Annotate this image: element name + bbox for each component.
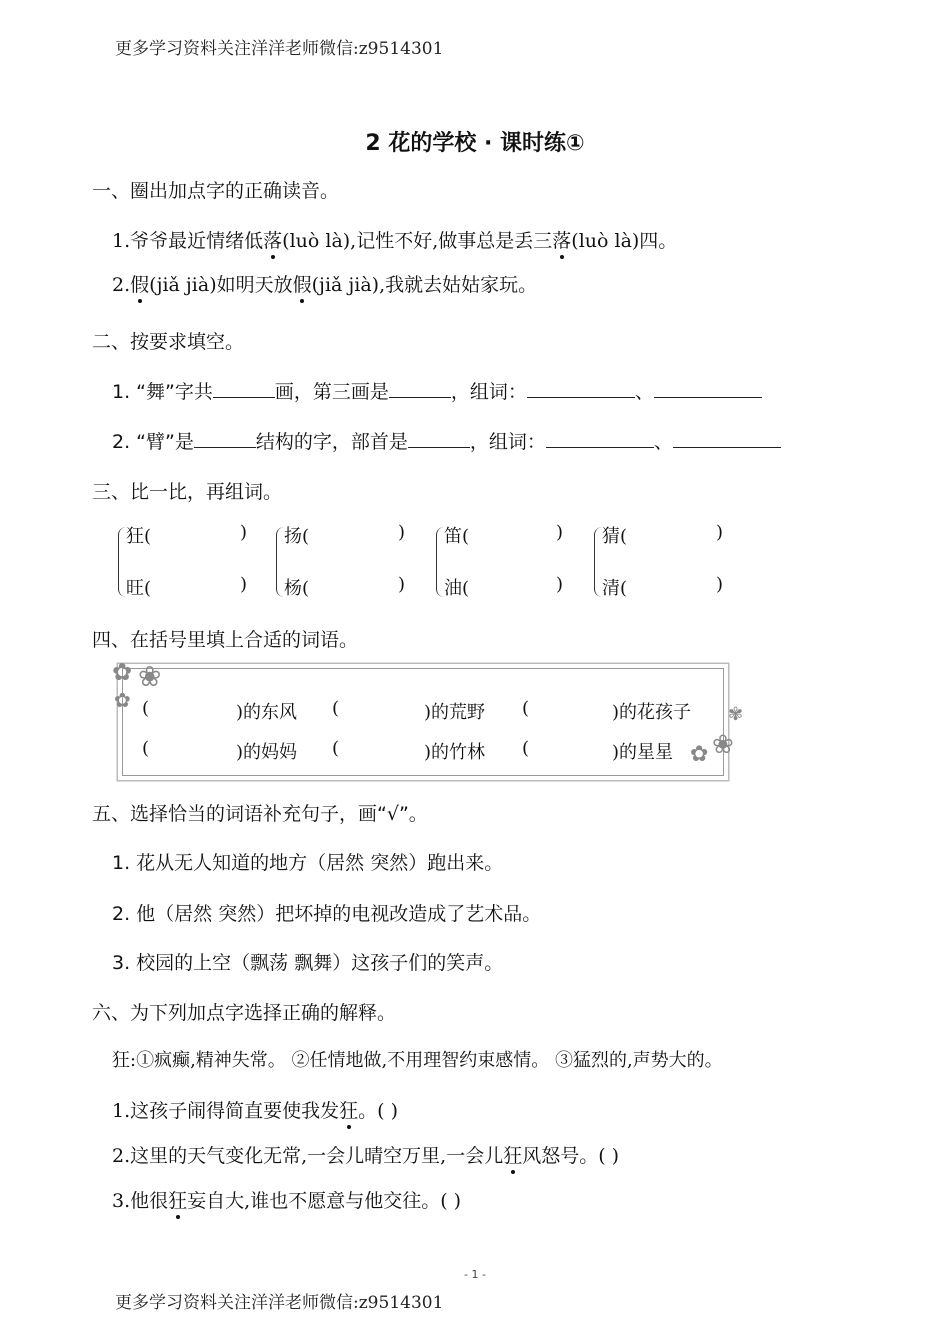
r2-phrase-3: )的星星 <box>612 742 674 763</box>
definition: 狂:①疯癫,精神失常。 ②任情地做,不用理智约束感情。 ③猛烈的,声势大的。 <box>112 1050 723 1071</box>
s2-q2-text-a: 2. “臂”是 <box>112 431 194 453</box>
r2-open-1: ( <box>142 738 150 759</box>
s6-q3-dotted-char: 狂 <box>168 1190 188 1212</box>
s2-question-1 <box>112 377 762 404</box>
r1-phrase-3: )的花孩子 <box>612 702 692 723</box>
pair-1-bottom: 旺( <box>126 578 152 599</box>
section-2-heading: 二、按要求填空。 <box>92 331 245 353</box>
pair-1-top-close: ) <box>240 522 248 543</box>
pair-2-bottom-close: ) <box>398 574 406 595</box>
page-number: - 1 - <box>464 1268 486 1281</box>
r1-open-3: ( <box>522 698 530 719</box>
answer-blank[interactable] <box>194 429 256 448</box>
s6-q3-text-b: 妄自大,谁也不愿意与他交往。( ) <box>187 1190 462 1212</box>
flower-icon: ✿ <box>114 688 131 712</box>
section-4-heading: 四、在括号里填上合适的词语。 <box>92 629 359 651</box>
answer-blank[interactable] <box>546 429 654 448</box>
s2-q2-text-b: 结构的字，部首是 <box>255 431 408 453</box>
pair-3-bottom-close: ) <box>556 574 564 595</box>
flower-icon: ❀ <box>712 730 734 760</box>
r2-open-2: ( <box>332 738 340 759</box>
s2-question-2 <box>112 427 781 454</box>
s6-question-3 <box>112 1186 461 1213</box>
answer-blank[interactable] <box>213 379 275 398</box>
s6-question-2 <box>112 1141 619 1168</box>
answer-blank[interactable] <box>389 379 451 398</box>
s2-q1-text-b: 画，第三画是 <box>274 381 389 403</box>
separator: 、 <box>653 431 673 453</box>
s6-question-1 <box>112 1096 398 1123</box>
section-6-heading: 六、为下列加点字选择正确的解释。 <box>92 1002 397 1024</box>
r1-phrase-1: )的东风 <box>236 702 298 723</box>
pair-4-bottom-close: ) <box>716 574 724 595</box>
page-title: 2 花的学校 · 课时练① <box>365 131 585 156</box>
section-1-heading: 一、圈出加点字的正确读音。 <box>92 180 340 202</box>
pair-2-bottom: 杨( <box>284 578 310 599</box>
s5-item-3: 3. 校园的上空（飘荡 飘舞）这孩子们的笑声。 <box>112 952 504 974</box>
pair-4-bottom: 清( <box>602 578 628 599</box>
s6-q1-text-b: 。( ) <box>358 1100 399 1122</box>
pair-3-bottom: 油( <box>444 578 470 599</box>
s1-q1-text-c: (luò là)四。 <box>571 230 678 252</box>
s6-q2-text-a: 2.这里的天气变化无常,一会儿晴空万里,一会儿 <box>112 1145 504 1167</box>
s1-q2-dotted-char: 假 <box>130 274 150 296</box>
s6-q1-dotted-char: 狂 <box>339 1100 359 1122</box>
s1-q2-dotted-char-2: 假 <box>292 274 312 296</box>
footer-note: 更多学习资料关注洋洋老师微信:z9514301 <box>115 1293 444 1313</box>
s1-q1-dotted-char: 落 <box>263 230 283 252</box>
r2-phrase-1: )的妈妈 <box>236 742 298 763</box>
pair-4-top: 猜( <box>602 526 628 547</box>
pair-1-bottom-close: ) <box>240 574 248 595</box>
s1-q2-text-c: (jiǎ jià),我就去姑姑家玩。 <box>311 274 538 296</box>
flower-icon: ✿ <box>690 742 709 767</box>
r1-phrase-2: )的荒野 <box>424 702 486 723</box>
s6-q2-text-b: 风怒号。( ) <box>522 1145 620 1167</box>
answer-blank[interactable] <box>408 429 470 448</box>
flower-icon: ✾ <box>728 704 744 725</box>
s1-question-2 <box>112 270 537 297</box>
s1-q1-dotted-char-2: 落 <box>552 230 572 252</box>
pair-3-top-close: ) <box>556 522 564 543</box>
pair-1-top: 狂( <box>126 526 152 547</box>
s1-question-1 <box>112 226 677 253</box>
s1-q1-text-a: 1.爷爷最近情绪低 <box>112 230 264 252</box>
s1-q1-text-b: (luò là),记性不好,做事总是丢三 <box>282 230 553 252</box>
pair-2-top: 扬( <box>284 526 310 547</box>
flower-icon: ❀ <box>138 660 162 693</box>
section-5-heading: 五、选择恰当的词语补充句子，画“√”。 <box>92 803 428 825</box>
s5-item-2: 2. 他（居然 突然）把坏掉的电视改造成了艺术品。 <box>112 903 542 925</box>
separator: 、 <box>634 381 654 403</box>
r1-open-2: ( <box>332 698 340 719</box>
s2-q2-text-c: ，组词： <box>469 431 546 453</box>
s1-q2-text-a: 2. <box>112 274 131 296</box>
r1-open-1: ( <box>142 698 150 719</box>
s6-q2-dotted-char: 狂 <box>503 1145 523 1167</box>
s6-q1-text-a: 1.这孩子闹得简直要使我发 <box>112 1100 340 1122</box>
s2-q1-text-a: 1. “舞”字共 <box>112 381 213 403</box>
pair-3-top: 笛( <box>444 526 470 547</box>
s6-q3-text-a: 3.他很 <box>112 1190 169 1212</box>
r2-open-3: ( <box>522 738 530 759</box>
answer-blank[interactable] <box>673 429 781 448</box>
s2-q1-text-c: ，组词： <box>450 381 527 403</box>
pair-4-top-close: ) <box>716 522 724 543</box>
answer-blank[interactable] <box>527 379 635 398</box>
s5-item-1: 1. 花从无人知道的地方（居然 突然）跑出来。 <box>112 852 504 874</box>
s1-q2-text-b: (jiǎ jià)如明天放 <box>149 274 293 296</box>
r2-phrase-2: )的竹林 <box>424 742 486 763</box>
answer-blank[interactable] <box>654 379 762 398</box>
header-note: 更多学习资料关注洋洋老师微信:z9514301 <box>115 39 444 59</box>
pair-2-top-close: ) <box>398 522 406 543</box>
flower-icon: ✿ <box>112 658 133 686</box>
section-3-heading: 三、比一比，再组词。 <box>92 481 283 503</box>
